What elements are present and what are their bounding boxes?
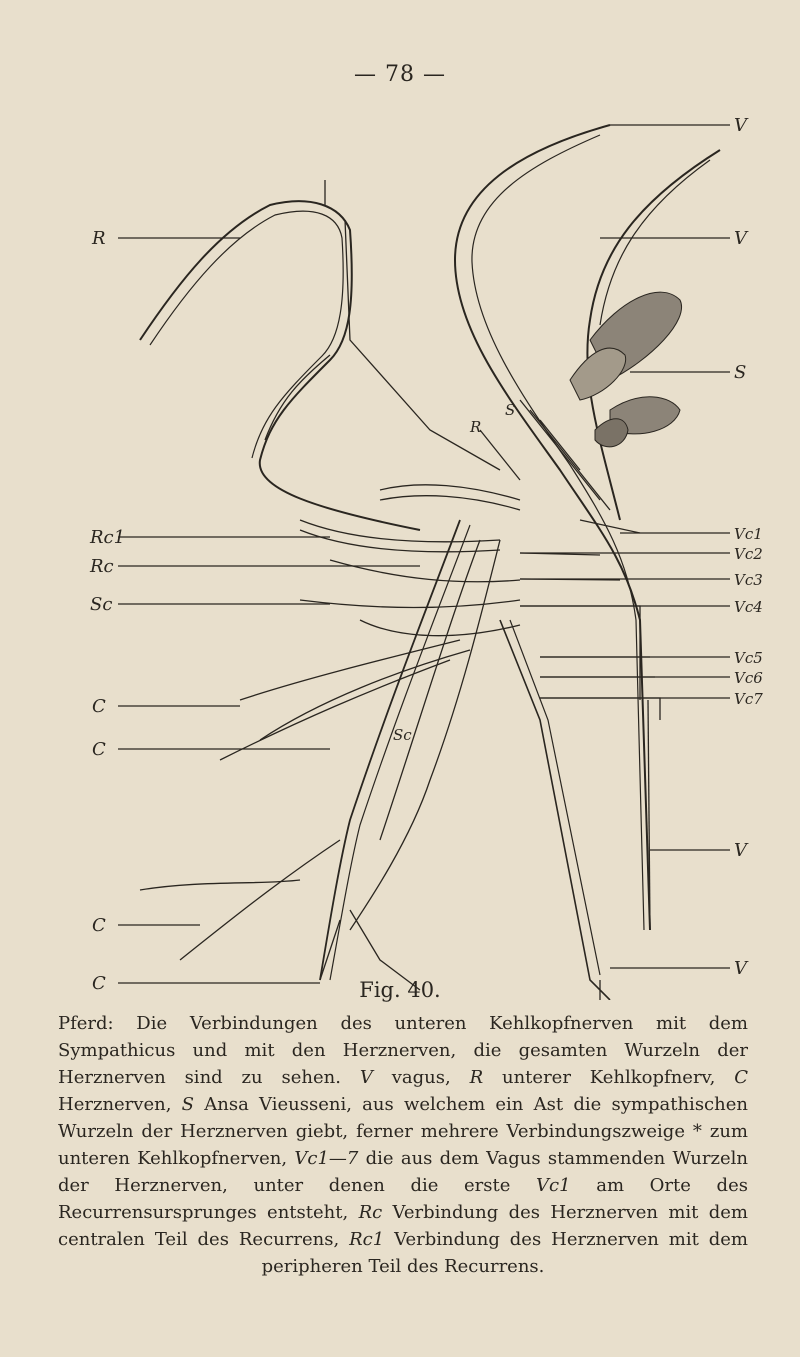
label-S: S <box>734 362 747 383</box>
figure-caption: Pferd: Die Verbindungen des unteren Kehlkopfnerven mit dem Sympathicus und mit den Herznerven, die gesamten Wurzeln der Herznerven sind zu sehen. V vagus, R unterer Kehlkopfnerv, C Herznerven, S Ansa Vieusseni, aus welchem ein Ast die sympathischen Wurzeln der Herznerven giebt, ferner mehrere Verbindungszweige * zum unteren Kehlkopfnerven, Vc1—7 die aus dem Vagus stammenden Wurzeln der Herznerven, unter denen die erste Vc1 am Orte des Recurrensursprunges entsteht, Rc Verbindung des Herznerven mit dem centralen Teil des Recurrens, Rc1 Verbindung des Herznerven mit dem peripheren Teil des Recurrens. <box>58 1013 748 1277</box>
label-C-2: C <box>92 739 106 760</box>
label-C-1: C <box>92 696 106 717</box>
label-Rc: Rc <box>90 556 114 577</box>
label-C-4: C <box>92 973 106 994</box>
label-Vc2: Vc2 <box>734 545 763 563</box>
label-Vc6: Vc6 <box>734 669 763 687</box>
figure-title: Fig. 40. <box>359 978 441 1002</box>
label-V-2: V <box>734 228 747 249</box>
label-Vc3: Vc3 <box>734 571 763 589</box>
label-C-3: C <box>92 915 106 936</box>
inner-label-S: S <box>505 401 516 419</box>
page-number: — 78 — <box>354 62 446 87</box>
label-V-4: V <box>734 958 747 979</box>
label-Sc: Sc <box>90 594 113 615</box>
label-V-3: V <box>734 840 747 861</box>
label-R: R <box>92 228 106 249</box>
label-Vc4: Vc4 <box>734 598 763 616</box>
label-Vc1: Vc1 <box>734 525 763 543</box>
label-V-1: V <box>734 115 747 136</box>
label-Rc1: Rc1 <box>90 527 126 548</box>
label-Vc7: Vc7 <box>734 690 763 708</box>
inner-label-R: R <box>470 418 482 436</box>
label-Vc5: Vc5 <box>734 649 763 667</box>
inner-label-Sc: Sc <box>393 726 412 744</box>
